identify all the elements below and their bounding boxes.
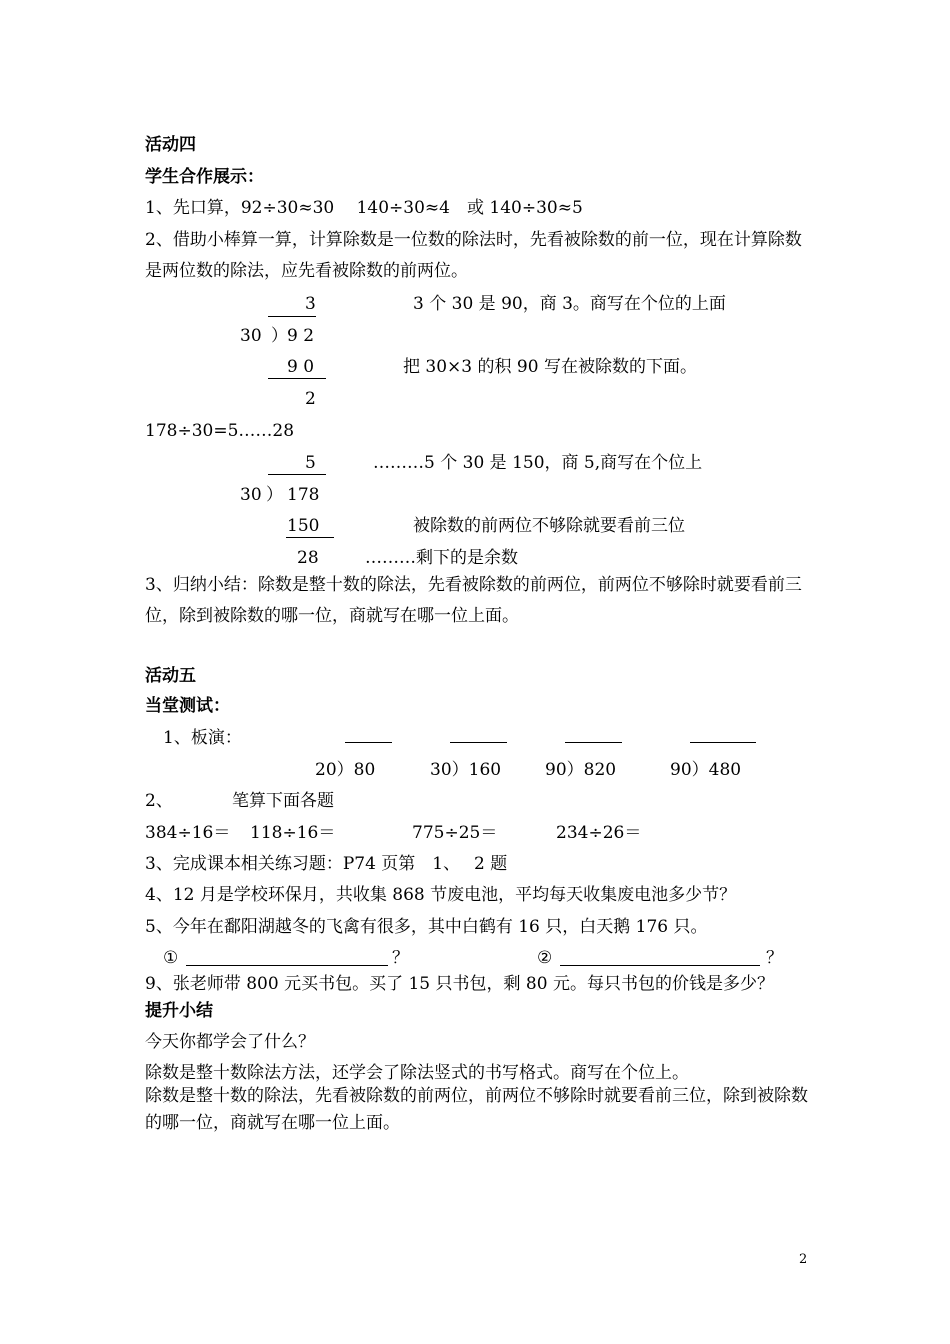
- board-line-1: [345, 742, 392, 743]
- division1-divisor: 30: [240, 326, 262, 346]
- page-number: 2: [799, 1252, 808, 1267]
- activity4-title: 活动四: [145, 135, 196, 155]
- division2-divisor: 30: [240, 485, 262, 505]
- written-problem-1: 384÷16＝: [145, 823, 231, 843]
- blank2-question-mark: ？: [766, 948, 783, 968]
- activity4-item3: 3、归纳小结：除数是整十数的除法，先看被除数的前两位，前两位不够除时就要看前三位，除到被除数的哪一位，商就写在哪一位上面。: [145, 575, 802, 626]
- division2-dividend: 178: [287, 485, 320, 505]
- written-label: 2、: [145, 791, 173, 811]
- activity4-item2: 2、借助小棒算一算，计算除数是一位数的除法时，先看被除数的前一位，现在计算除数是两位数的除法，应先看被除数的前两位。: [145, 230, 802, 281]
- division1-note-quotient: 3 个 30 是 90，商 3。商写在个位的上面: [413, 294, 726, 314]
- division2-note-quotient: ………5 个 30 是 150，商 5,商写在个位上: [373, 453, 703, 473]
- blank2-line: [560, 965, 760, 966]
- activity5-item9: 9、张老师带 800 元买书包。买了 15 只书包，剩 80 元。每只书包的价钱是多少？: [145, 974, 774, 994]
- blank1-marker: ①: [163, 948, 179, 968]
- division1-remainder: 2: [305, 389, 316, 409]
- activity4-subtitle: 学生合作展示：: [145, 167, 264, 187]
- activity5-title: 活动五: [145, 666, 196, 686]
- summary-question: 今天你都学会了什么？: [145, 1032, 315, 1052]
- activity5-item4: 4、12 月是学校环保月，共收集 868 节废电池，平均每天收集废电池多少节？: [145, 885, 737, 905]
- written-title: 笔算下面各题: [232, 791, 334, 811]
- division2-remainder: 28: [297, 548, 319, 568]
- blank1-line: [186, 965, 388, 966]
- division2-quotient-line: [268, 474, 326, 475]
- division2-product-line: [286, 537, 334, 538]
- activity5-subtitle: 当堂测试：: [145, 696, 230, 716]
- activity5-item3: 3、完成课本相关练习题：P74 页第 1、 2 题: [145, 854, 508, 874]
- division2-product: 150: [287, 516, 320, 536]
- division1-quotient-line: [268, 316, 316, 317]
- board-line-4: [690, 742, 756, 743]
- division1-note-product: 把 30×3 的积 90 写在被除数的下面。: [403, 357, 697, 377]
- written-problem-4: 234÷26＝: [556, 823, 642, 843]
- division1-product-line: [268, 378, 326, 379]
- board-problem-4: 90）480: [670, 760, 742, 780]
- division1-quotient: 3: [305, 294, 316, 314]
- activity5-item5: 5、今年在鄱阳湖越冬的飞禽有很多，其中白鹤有 16 只，白天鹅 176 只。: [145, 917, 708, 937]
- division2-note-product: 被除数的前两位不够除就要看前三位: [413, 516, 685, 536]
- summary-title: 提升小结: [145, 1001, 213, 1021]
- board-problem-2: 30）160: [430, 760, 502, 780]
- board-problem-1: 20）80: [315, 760, 376, 780]
- summary-answer1: 除数是整十数除法方法，还学会了除法竖式的书写格式。商写在个位上。: [145, 1063, 689, 1083]
- division2-quotient: 5: [305, 453, 316, 473]
- blank2-marker: ②: [537, 948, 553, 968]
- written-problem-3: 775÷25＝: [412, 823, 498, 843]
- division2-note-remainder: ………剩下的是余数: [365, 548, 518, 568]
- board-line-2: [450, 742, 507, 743]
- division1-bracket: ）: [271, 326, 288, 346]
- blank1-question-mark: ？: [392, 948, 409, 968]
- division2-bracket: ）: [266, 485, 283, 505]
- board-label: 1、板演：: [163, 728, 242, 748]
- board-line-3: [565, 742, 622, 743]
- activity4-item1: 1、先口算，92÷30≈30 140÷30≈4 或 140÷30≈5: [145, 198, 583, 218]
- summary-answer2: 除数是整十数的除法，先看被除数的前两位，前两位不够除时就要看前三位，除到被除数的哪一位，商就写在哪一位上面。: [145, 1086, 808, 1133]
- written-problem-2: 118÷16＝: [250, 823, 336, 843]
- board-problem-3: 90）820: [545, 760, 617, 780]
- division-equation: 178÷30=5……28: [145, 421, 295, 441]
- division1-product: 9 0: [287, 357, 315, 377]
- division1-dividend: 9 2: [287, 326, 315, 346]
